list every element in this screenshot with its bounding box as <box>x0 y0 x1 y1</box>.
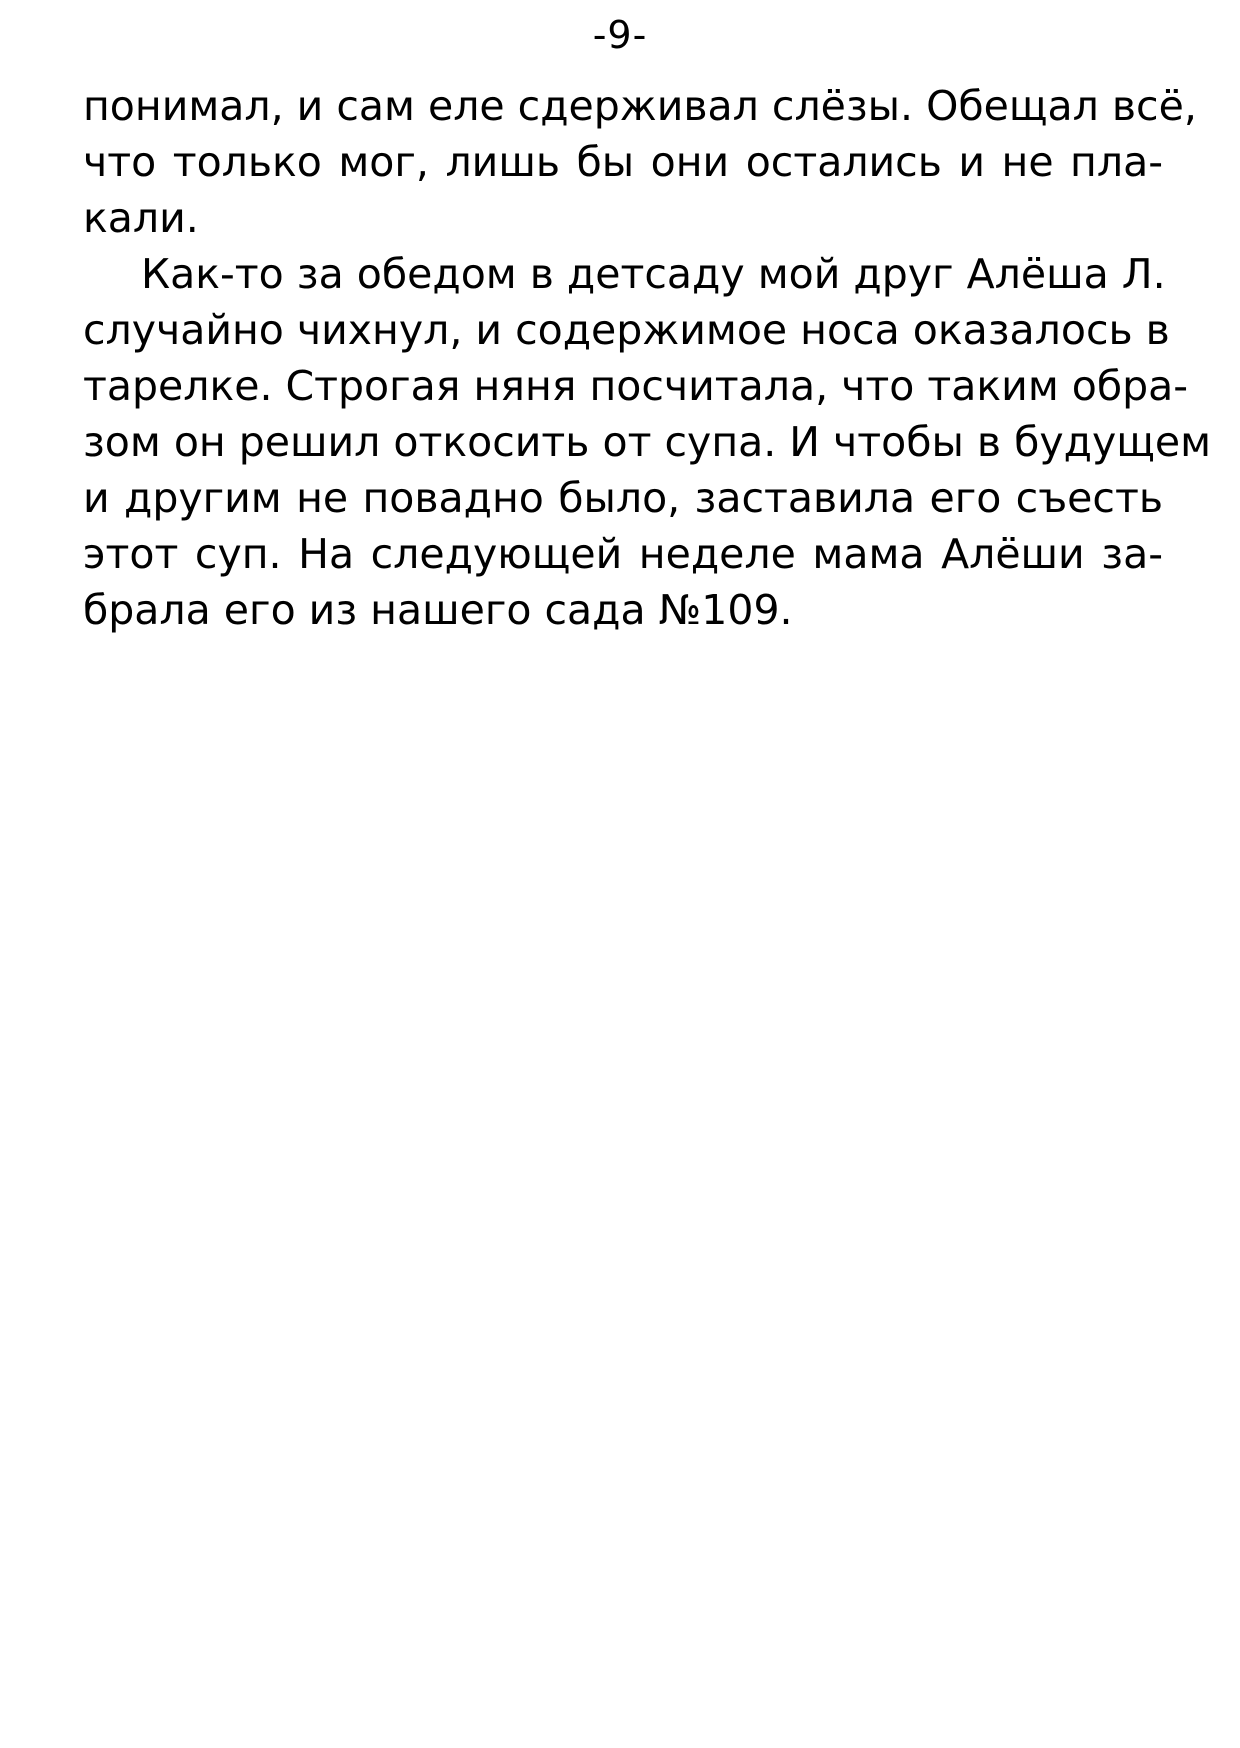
text-line: кали. <box>83 194 199 242</box>
paragraph-2 <box>83 246 1212 638</box>
text-line: зом он решил откосить от супа. И чтобы в будущем <box>83 418 1212 466</box>
paragraph-1 <box>83 78 1197 246</box>
page-number: -9- <box>592 13 648 57</box>
text-line: этот суп. На следующей неделе мама Алёши за- <box>83 530 1163 578</box>
text-line: случайно чихнул, и содержимое носа оказалось в <box>83 306 1170 354</box>
text-line: Как-то за обедом в детсаду мой друг Алёша Л. <box>141 250 1166 298</box>
body-text <box>83 78 1212 638</box>
text-line: тарелке. Строгая няня посчитала, что таким обра- <box>83 362 1189 410</box>
text-line: брала его из нашего сада №109. <box>83 586 793 634</box>
text-line: понимал, и сам еле сдерживал слёзы. Обещал всё, <box>83 82 1197 130</box>
text-line: и другим не повадно было, заставила его съесть <box>83 474 1163 522</box>
text-line: что только мог, лишь бы они остались и не пла- <box>83 138 1163 186</box>
